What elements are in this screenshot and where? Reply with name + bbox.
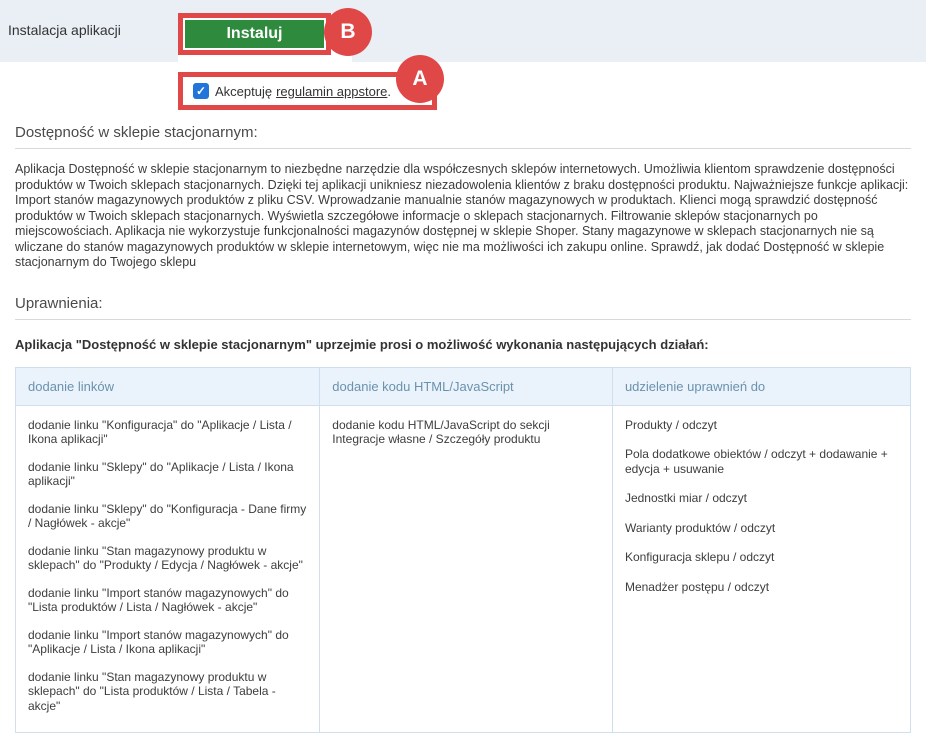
permission-item: dodanie linku "Import stanów magazynowych" do "Aplikacje / Lista / Ikona aplikacji" [28,628,307,657]
column-header-links: dodanie linków [16,367,320,405]
terms-checkbox[interactable] [193,83,209,99]
column-header-grants: udzielenie uprawnień do [612,367,910,405]
permission-item: Pola dodatkowe obiektów / odczyt + dodawanie + edycja + usuwanie [625,447,898,476]
availability-section-title: Dostępność w sklepie stacjonarnym: [15,124,911,149]
permission-item: dodanie linku "Konfiguracja" do "Aplikacje / Lista / Ikona aplikacji" [28,418,307,447]
permissions-table [15,367,911,733]
permission-item: Produkty / odczyt [625,418,898,433]
permissions-table-header-row [16,367,911,405]
install-button-highlight-frame [178,13,331,55]
consent-highlight-frame [178,72,437,110]
column-header-html: dodanie kodu HTML/JavaScript [320,367,613,405]
topbar [0,0,926,62]
consent-text-prefix: Akceptuję [215,84,272,99]
consent-text-suffix: . [387,84,391,99]
permission-item: dodanie kodu HTML/JavaScript do sekcji Integracje własne / Szczegóły produktu [332,418,600,447]
consent-label[interactable] [183,77,432,105]
links-cell [16,405,320,733]
permissions-request-line: Aplikacja "Dostępność w sklepie stacjonarnym" uprzejmie prosi o możliwość wykonania następujących działań: [15,337,911,352]
permission-item: dodanie linku "Sklepy" do "Aplikacje / Lista / Ikona aplikacji" [28,460,307,489]
permission-item: Warianty produktów / odczyt [625,521,898,536]
permissions-table-body-row [16,405,911,733]
page-title: Instalacja aplikacji [8,22,121,38]
checkmark-icon: ✓ [196,85,206,97]
permission-item: Jednostki miar / odczyt [625,491,898,506]
app-description: Aplikacja Dostępność w sklepie stacjonarnym to niezbędne narzędzie dla współczesnych sklepów internetowych. Umożliwia klientom sprawdzenie dostępności produktów w Twoich sklepach stacjonarnych. Dzięki tej aplikacji unikniesz niezadowolenia klientów z braku dostępności produktu. Najważniejsze funkcje aplikacji: Import stanów magazynowych produktów z pliku CSV. Wprowadzanie manualnie stanów magazynowych w produktach. Klienci mogą sprawdzić dostępność produktów w Twoich sklepach stacjonarnych. Wyświetla szczegółowe informacje o sklepach stacjonarnych. Filtrowanie sklepów stacjonarnych po miejscowościach. Aplikacja nie wykorzystuje funkcjonalności magazynów dostępnej w sklepie Shoper. Stany magazynowe w sklepach stacjonarnych nie są wliczane do stanów magazynowych produktów w sklepie internetowym, więc nie ma możliwości ich zakupu online. Sprawdź, jak dodać Dostępność w sklepie stacjonarnym do Twojego sklepu [15,162,911,271]
consent-row [0,62,926,120]
permission-item: Konfiguracja sklepu / odczyt [625,550,898,565]
permission-item: dodanie linku "Import stanów magazynowych" do "Lista produktów / Lista / Nagłówek - akcje" [28,586,307,615]
permissions-section-title: Uprawnienia: [15,295,911,320]
permission-item: Menadżer postępu / odczyt [625,580,898,595]
permission-item: dodanie linku "Stan magazynowy produktu w sklepach" do "Lista produktów / Lista / Tabela - akcje" [28,670,307,714]
install-button[interactable]: Instaluj [185,20,324,48]
permission-item: dodanie linku "Stan magazynowy produktu w sklepach" do "Produkty / Edycja / Nagłówek - akcje" [28,544,307,573]
html-code-cell [320,405,613,733]
permission-item: dodanie linku "Sklepy" do "Konfiguracja - Dane firmy / Nagłówek - akcje" [28,502,307,531]
main-content [0,124,926,733]
annotation-a-marker: A [396,55,444,103]
grants-cell [612,405,910,733]
annotation-b-marker: B [324,8,372,56]
terms-link[interactable]: regulamin appstore [276,84,387,99]
install-button-area [178,13,352,62]
